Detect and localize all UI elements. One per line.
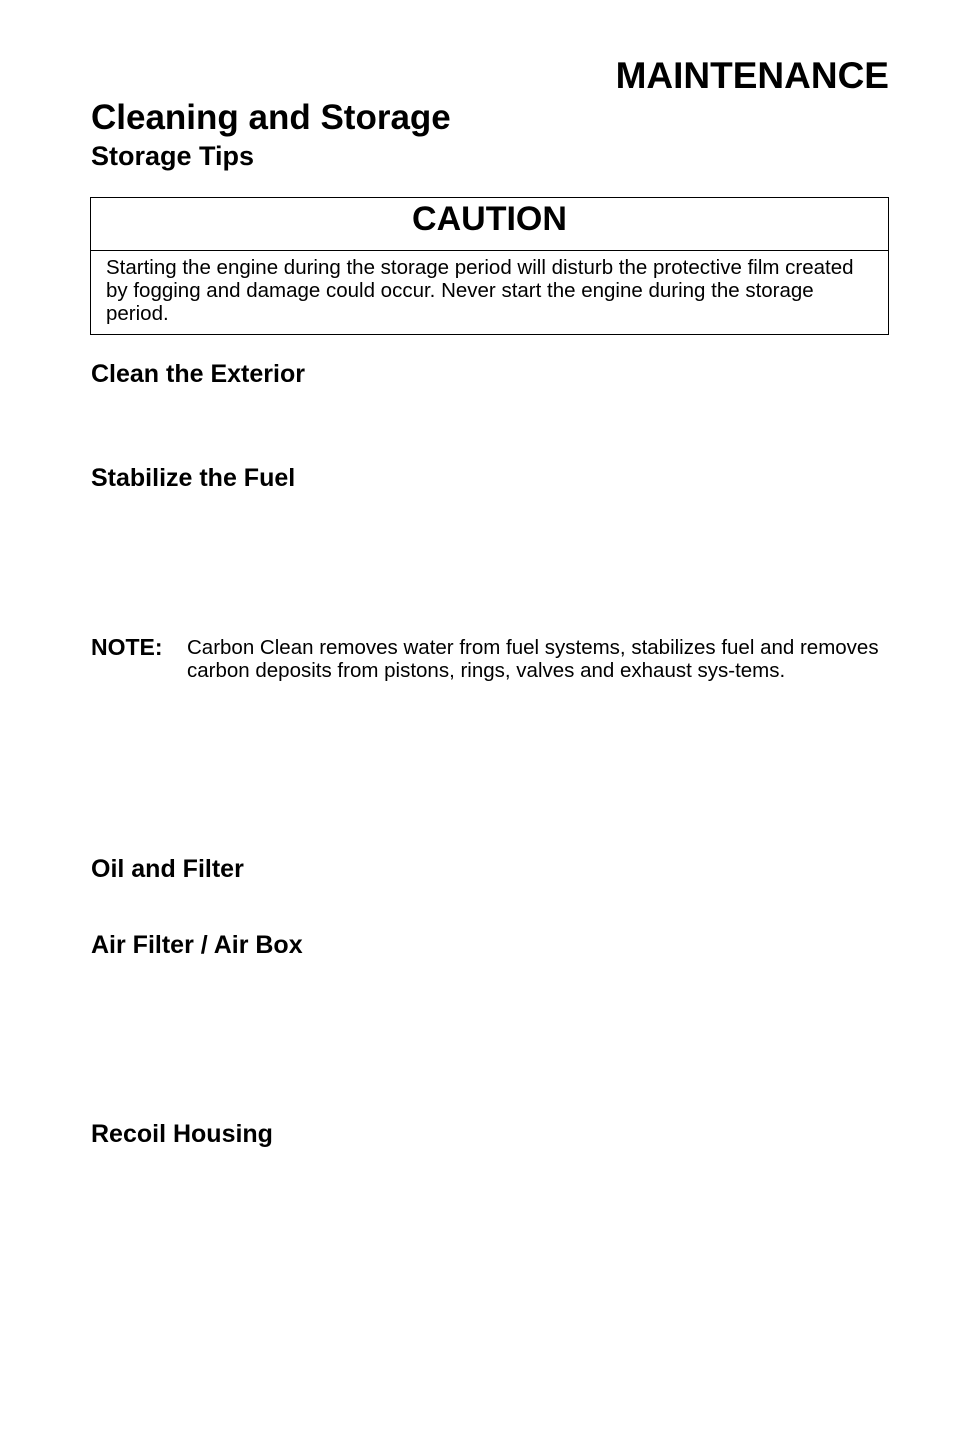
note-label: NOTE:	[91, 634, 163, 660]
heading-air-filter: Air Filter / Air Box	[91, 931, 303, 959]
caution-body: Starting the engine during the storage period will disturb the protective film created by fogging and damage could occur. Never start the engine during the storage period.	[106, 256, 854, 325]
caution-title: CAUTION	[91, 198, 888, 251]
heading-stabilize-fuel: Stabilize the Fuel	[91, 464, 296, 492]
section-title: MAINTENANCE	[615, 55, 889, 96]
heading-clean-exterior: Clean the Exterior	[91, 360, 305, 388]
note-body: Carbon Clean removes water from fuel systems, stabilizes fuel and removes carbon deposits from pistons, rings, valves and exhaust sys-tems.	[187, 636, 879, 682]
heading-recoil-housing: Recoil Housing	[91, 1120, 273, 1148]
heading-oil-filter: Oil and Filter	[91, 855, 244, 883]
page-subtitle: Storage Tips	[91, 141, 255, 171]
caution-box	[90, 197, 889, 335]
page-title: Cleaning and Storage	[91, 98, 451, 137]
